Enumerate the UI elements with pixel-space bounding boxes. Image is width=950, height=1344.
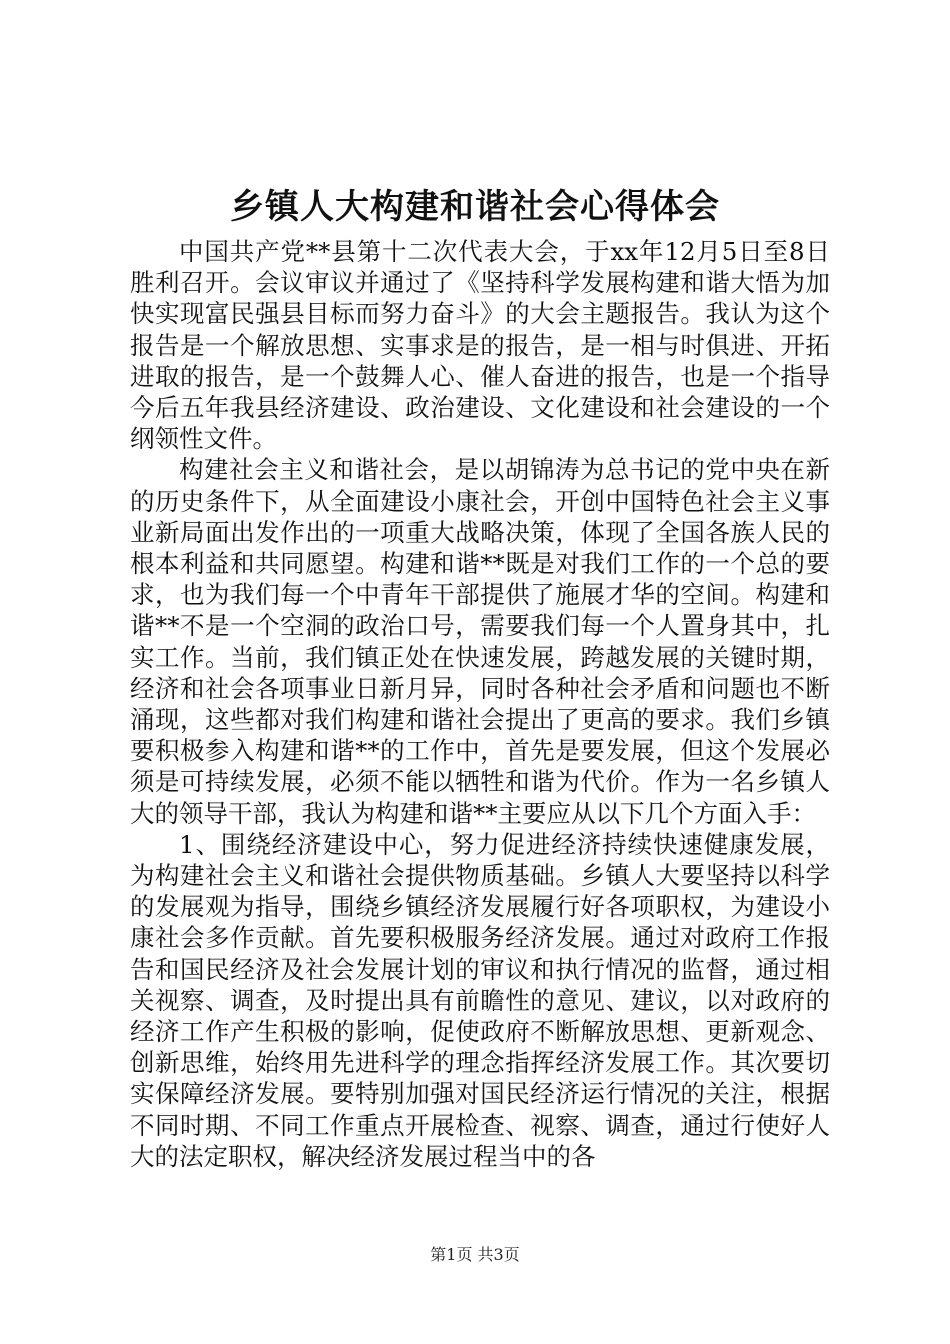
document-body: [130, 236, 830, 1172]
paragraph-1: 中国共产党**县第十二次代表大会，于xx年12月5日至8日胜利召开。会议审议并通过了《坚持科学发展构建和谐大悟为加快实现富民强县目标而努力奋斗》的大会主题报告。我认为这个报告是一个解放思想、实事求是的报告，是一相与时俱进、开拓进取的报告，是一个鼓舞人心、催人奋进的报告，也是一个指导今后五年我县经济建设、政治建设、文化建设和社会建设的一个纲领性文件。: [130, 237, 830, 454]
page-number-footer: 第1页 共3页: [430, 1245, 520, 1264]
paragraph-2: 构建社会主义和谐社会，是以胡锦涛为总书记的党中央在新的历史条件下，从全面建设小康社会，开创中国特色社会主义事业新局面出发作出的一项重大战略决策，体现了全国各族人民的根本利益和共同愿望。构建和谐**既是对我们工作的一个总的要求，也为我们每一个中青年干部提供了施展才华的空间。构建和谐**不是一个空洞的政治口号，需要我们每一个人置身其中，扎实工作。当前，我们镇正处在快速发展，跨越发展的关键时期，经济和社会各项事业日新月异，同时各种社会矛盾和问题也不断涌现，这些都对我们构建和谐社会提出了更高的要求。我们乡镇要积极参入构建和谐**的工作中，首先是要发展，但这个发展必须是可持续发展，必须不能以牺牲和谐为代价。作为一名乡镇人大的领导干部，我认为构建和谐**主要应从以下几个方面入手：: [130, 455, 830, 828]
paragraph-3: 1、围绕经济建设中心，努力促进经济持续快速健康发展，为构建社会主义和谐社会提供物质基础。乡镇人大要坚持以科学的发展观为指导，围绕乡镇经济发展履行好各项职权，为建设小康社会多作贡献。首先要积极服务经济发展。通过对政府工作报告和国民经济及社会发展计划的审议和执行情况的监督，通过相关视察、调查，及时提出具有前瞻性的意见、建议，以对政府的经济工作产生积极的影响，促使政府不断解放思想、更新观念、创新思维，始终用先进科学的理念指挥经济发展工作。其次要切实保障经济发展。要特别加强对国民经济运行情况的关注，根据不同时期、不同工作重点开展检查、视察、调查，通过行使好人大的法定职权，解决经济发展过程当中的各: [130, 829, 830, 1171]
document-title: 乡镇人大构建和谐社会心得体会: [230, 187, 720, 227]
